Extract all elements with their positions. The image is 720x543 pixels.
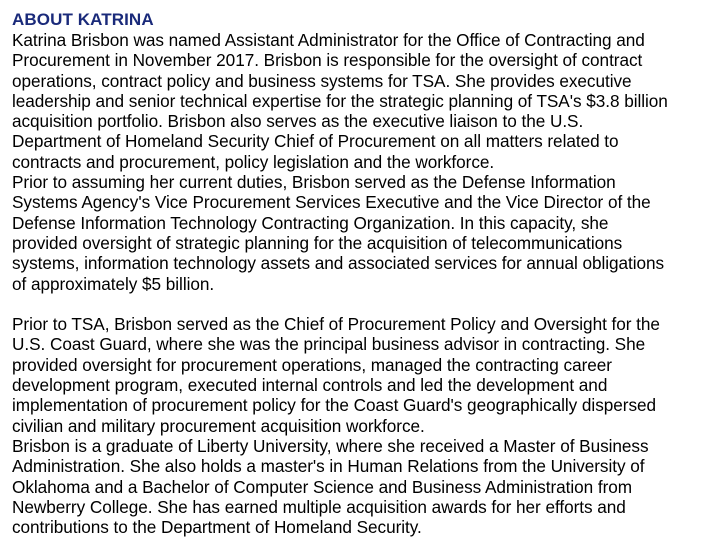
bio-paragraph-disa: Prior to assuming her current duties, Brisbon served as the Defense Information Systems Agency's Vice Procurement Services Executive and the Vice Director of the Defense Information Technology Contracting Organization. In this capacity, she provided oversight of strategic planning for the acquisition of telecommunications systems, information technology assets and associated services for annual obligations of approximately $5 billion. (12, 172, 665, 294)
bio-document (12, 10, 712, 537)
bio-paragraph-education: Brisbon is a graduate of Liberty University, where she received a Master of Business Administration. She also holds a master's in Human Relations from the University of Oklahoma and a Bachelor of Computer Science and Business Administration from Newberry College. She has earned multiple acquisition awards for her efforts and contributions to the Department of Homeland Security. (12, 435, 649, 538)
section-heading: ABOUT KATRINA (12, 10, 154, 29)
bio-paragraph-coast-guard: Prior to TSA, Brisbon served as the Chief of Procurement Policy and Oversight for the U.S. Coast Guard, where she was the principal business advisor in contracting. She provided oversight for procurement operations, managed the contracting career development program, executed internal controls and led the development and implementation of procurement policy for the Coast Guard's geographically dispersed civilian and military procurement acquisition workforce. (12, 314, 660, 436)
bio-paragraph-current-role: Katrina Brisbon was named Assistant Administrator for the Office of Contracting and Procurement in November 2017. Brisbon is responsible for the oversight of contract operations, contract policy and business systems for TSA. She provides executive leadership and senior technical expertise for the strategic planning of TSA's $3.8 billion acquisition portfolio. Brisbon also serves as the executive liaison to the U.S. Department of Homeland Security Chief of Procurement on all matters related to contracts and procurement, policy legislation and the workforce. (12, 30, 668, 172)
